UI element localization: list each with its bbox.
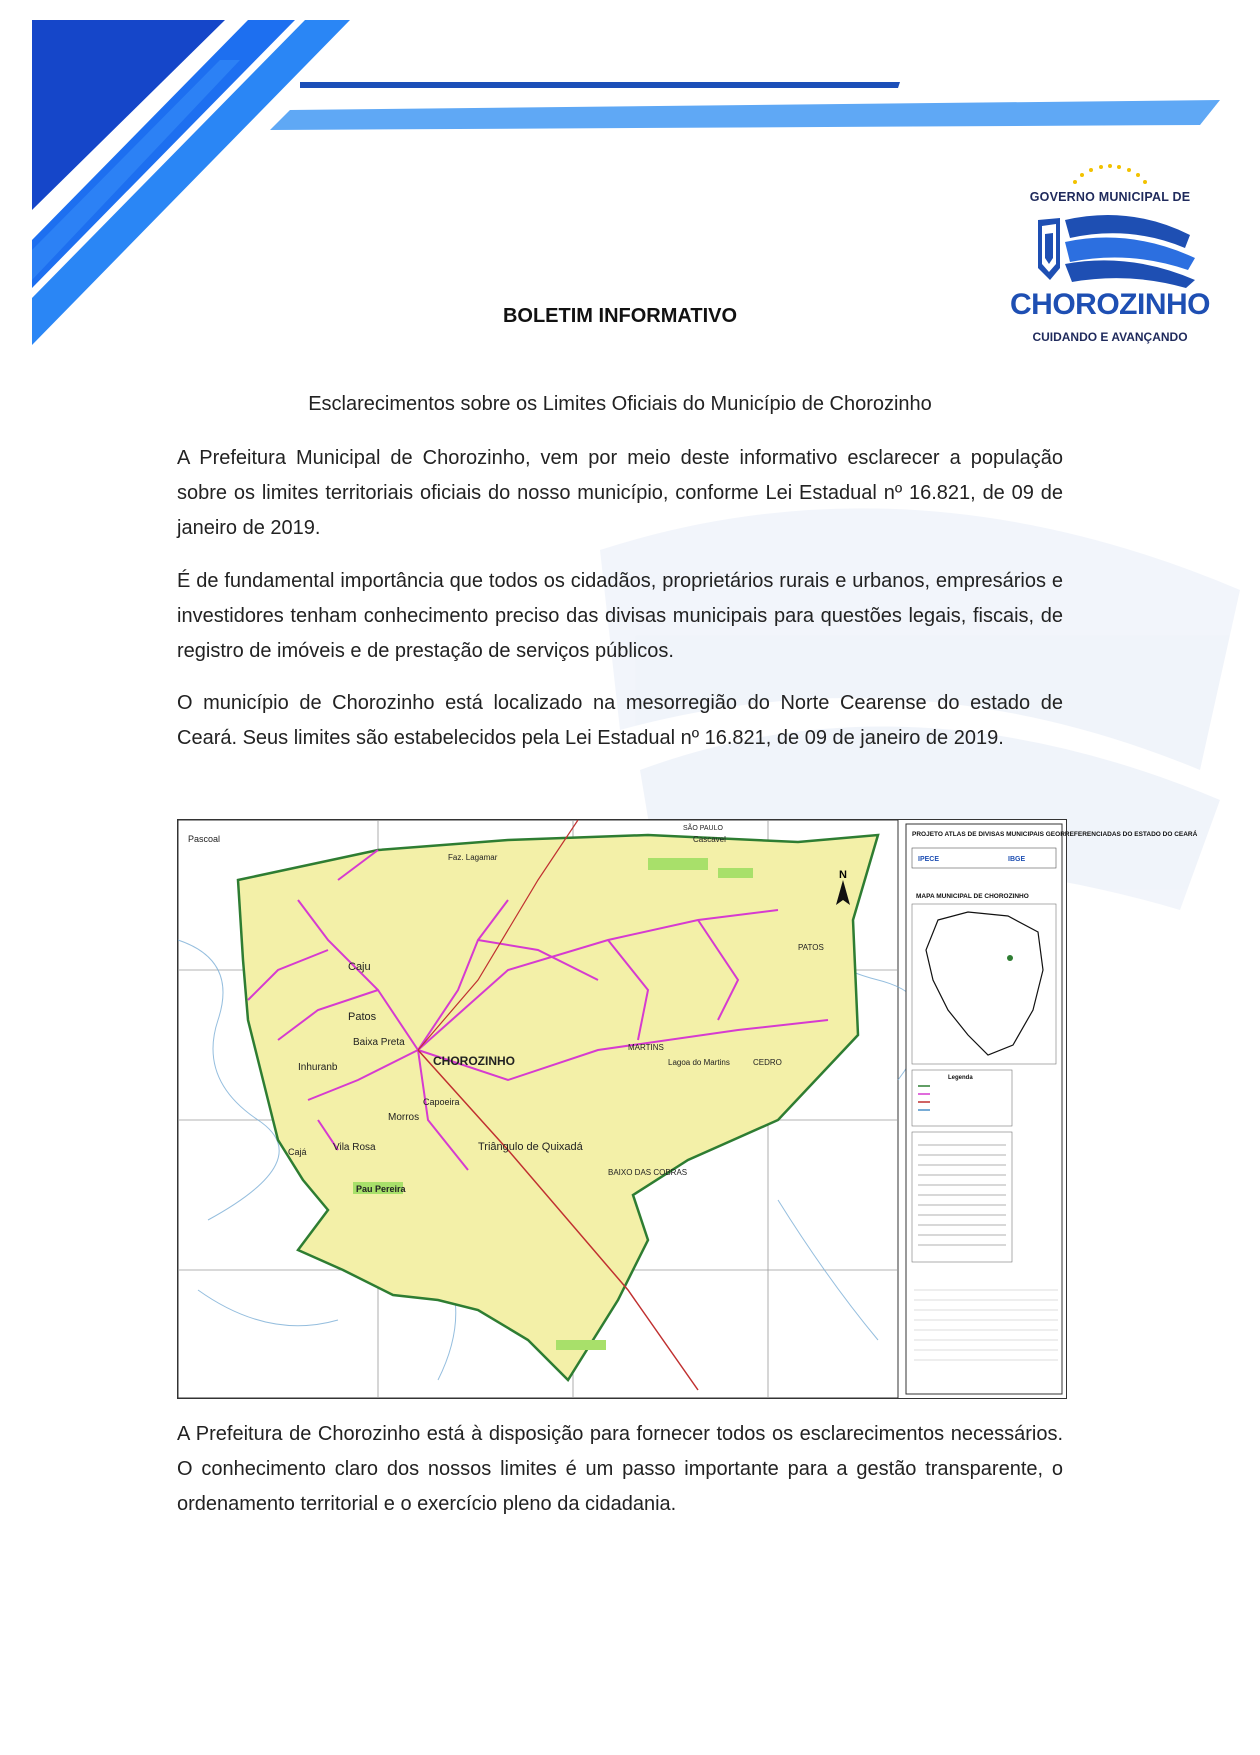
place-label-15: Lagoa do Martins — [668, 1058, 730, 1067]
inset-map-title: MAPA MUNICIPAL DE CHOROZINHO — [916, 893, 1029, 900]
municipal-map — [177, 819, 1198, 1399]
place-label-6: Morros — [388, 1112, 420, 1123]
place-label-11: Faz. Lagamar — [448, 853, 498, 862]
place-label-3: Caju — [348, 961, 371, 973]
place-label-16: Cascavel — [693, 835, 726, 844]
page-title: BOLETIM INFORMATIVO — [502, 305, 738, 327]
map-drawing — [178, 820, 1198, 1398]
place-label-9: Capoeira — [423, 1097, 460, 1107]
place-label-2: Patos — [348, 1011, 377, 1023]
place-label-17: Pascoal — [188, 834, 221, 844]
paragraph-importance: É de fundamental importância que todos os cidadãos, proprietários rurais e urbanos, empresários e investidores tenham conhecimento preciso das divisas municipais para questões legais, fiscais, de registro de imóveis e de prestação de serviços públicos. — [177, 570, 1063, 662]
place-label-1: Triângulo de Quixadá — [478, 1141, 583, 1153]
map-project-title: PROJETO ATLAS DE DIVISAS MUNICIPAIS GEORREFERENCIADAS DO ESTADO DO CEARÁ — [912, 831, 1198, 838]
place-label-12: CEDRO — [753, 1058, 782, 1067]
paragraph-closing: A Prefeitura de Chorozinho está à disposição para fornecer todos os esclarecimentos necessários. O conhecimento claro dos nossos limites é um passo importante para a gestão transparente, o ordenamento territorial e o exercício pleno da cidadania. — [177, 1423, 1063, 1515]
legend-title: Legenda — [948, 1075, 973, 1081]
place-label-5: Inhuranb — [298, 1062, 338, 1073]
chorozinho-logo — [1010, 160, 1210, 350]
agency-ibge: IBGE — [1008, 856, 1026, 863]
place-label-18: BAIXO DAS COBRAS — [608, 1168, 688, 1177]
paragraph-location: O município de Chorozinho está localizado na mesorregião do Norte Cearense do estado de Ceará. Seus limites são estabelecidos pela Lei Estadual nº 16.821, de 09 de janeiro de 2019. — [177, 692, 1063, 749]
place-label-8: Pau Pereira — [356, 1184, 406, 1194]
place-label-10: Cajá — [288, 1147, 307, 1157]
svg-text:PROJETO ATLAS DE DIVISAS MUNIC — [912, 829, 1198, 838]
page-subtitle: Esclarecimentos sobre os Limites Oficiais do Município de Chorozinho — [308, 393, 932, 415]
paragraph-intro: A Prefeitura Municipal de Chorozinho, vem por meio deste informativo esclarecer a população sobre os limites territoriais oficiais do nosso município, conforme Lei Estadual nº 16.821, de 09 de janeiro de 2019. — [177, 447, 1063, 539]
place-label-4: Baixa Preta — [353, 1037, 405, 1048]
place-label-13: MARTINS — [628, 1043, 664, 1052]
place-label-0: CHOROZINHO — [433, 1054, 515, 1068]
place-label-7: Vila Rosa — [333, 1142, 376, 1153]
agency-ipece: IPECE — [918, 856, 940, 863]
place-label-14: PATOS — [798, 943, 824, 952]
svg-text:N: N — [839, 869, 847, 881]
place-label-19: SÃO PAULO — [683, 825, 723, 832]
logo-name: CHOROZINHO — [1010, 288, 1210, 321]
logo-top-text: GOVERNO MUNICIPAL DE — [1029, 190, 1191, 204]
logo-slogan: CUIDANDO E AVANÇANDO — [1032, 330, 1188, 344]
